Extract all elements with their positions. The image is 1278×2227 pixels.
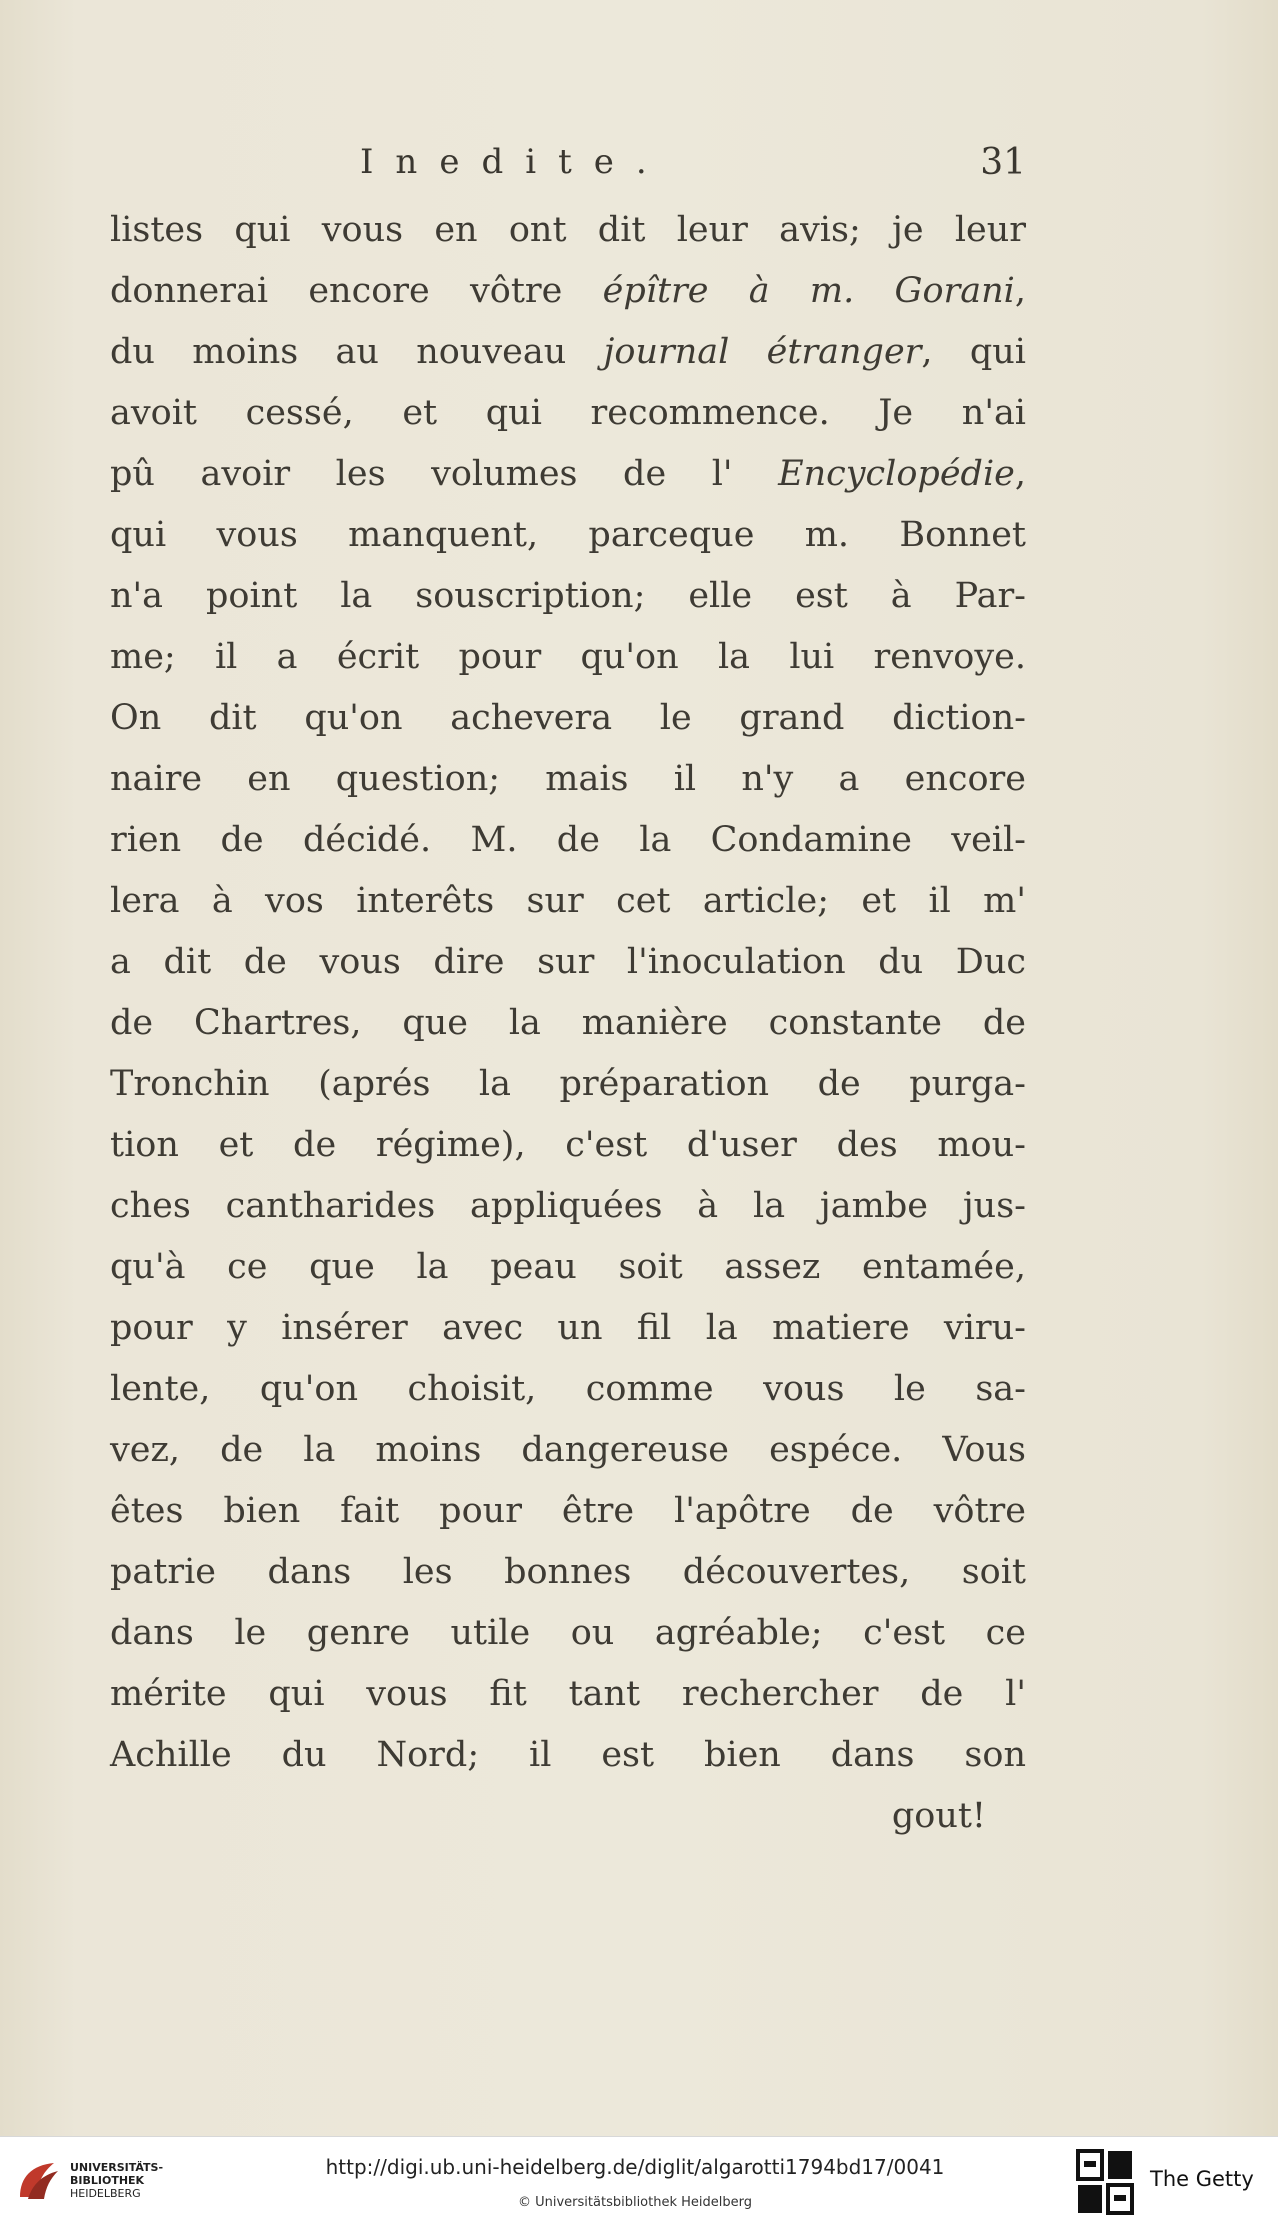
text-line	[110, 1054, 1026, 1115]
ub-heidelberg-logo-icon	[14, 2157, 62, 2205]
page-number: 31	[980, 142, 1026, 183]
getty-label: The Getty	[1150, 2167, 1254, 2191]
text-line	[110, 200, 1026, 261]
library-logo[interactable]	[14, 2151, 164, 2211]
text-segment: mérite qui vous fit tant rechercher de l'	[110, 1674, 1026, 1714]
text-line	[110, 1481, 1026, 1542]
text-segment: me; il a écrit pour qu'on la lui renvoye.	[110, 637, 1026, 677]
text-segment: On dit qu'on achevera le grand diction-	[110, 698, 1026, 738]
text-segment: dans le genre utile ou agréable; c'est ce	[110, 1613, 1026, 1653]
text-line	[110, 1298, 1026, 1359]
italic-title: journal étranger	[603, 332, 922, 372]
text-line	[110, 383, 1026, 444]
text-segment: patrie dans les bonnes découvertes, soit	[110, 1552, 1026, 1592]
text-line	[110, 1542, 1026, 1603]
text-segment: n'a point la souscription; elle est à Par-	[110, 576, 1026, 616]
text-line	[110, 1786, 1026, 1847]
text-line	[110, 1603, 1026, 1664]
text-segment: naire en question; mais il n'y a encore	[110, 759, 1026, 799]
text-line	[110, 871, 1026, 932]
text-segment: lente, qu'on choisit, comme vous le sa-	[110, 1369, 1026, 1409]
text-segment: qui vous manquent, parceque m. Bonnet	[110, 515, 1026, 555]
text-segment: gout!	[891, 1796, 986, 1836]
text-segment: ches cantharides appliquées à la jambe jus-	[110, 1186, 1026, 1226]
text-line	[110, 566, 1026, 627]
text-line	[110, 1664, 1026, 1725]
library-city: HEIDELBERG	[70, 2187, 141, 2200]
text-line	[110, 688, 1026, 749]
text-segment: vez, de la moins dangereuse espéce. Vous	[110, 1430, 1026, 1470]
text-segment: de Chartres, que la manière constante de	[110, 1003, 1026, 1043]
text-segment: ,	[1014, 271, 1026, 311]
library-name-line1: UNIVERSITÄTS-	[70, 2161, 164, 2174]
text-segment: Achille du Nord; il est bien dans son	[110, 1735, 1026, 1775]
text-line	[110, 749, 1026, 810]
text-segment: donnerai encore vôtre	[110, 271, 603, 311]
text-segment: pû avoir les volumes de l'	[110, 454, 779, 494]
text-segment: qu'à ce que la peau soit assez entamée,	[110, 1247, 1026, 1287]
text-line	[110, 505, 1026, 566]
running-title: Inedite.	[360, 142, 669, 182]
text-segment: pour y insérer avec un fil la matiere viru-	[110, 1308, 1026, 1348]
text-segment: , qui	[921, 332, 1026, 372]
text-line	[110, 1237, 1026, 1298]
getty-logo-icon[interactable]	[1076, 2149, 1134, 2215]
running-head	[110, 142, 1026, 192]
italic-title: Encyclopédie	[778, 454, 1015, 494]
text-line	[110, 1725, 1026, 1786]
text-line	[110, 1420, 1026, 1481]
text-line	[110, 444, 1026, 505]
library-name-line2: BIBLIOTHEK	[70, 2174, 145, 2187]
text-line	[110, 1115, 1026, 1176]
body-text	[110, 200, 1026, 1847]
text-segment: tion et de régime), c'est d'user des mou-	[110, 1125, 1026, 1165]
text-segment: êtes bien fait pour être l'apôtre de vôtre	[110, 1491, 1026, 1531]
text-line	[110, 993, 1026, 1054]
text-line	[110, 1176, 1026, 1237]
text-line	[110, 810, 1026, 871]
text-segment: du moins au nouveau	[110, 332, 604, 372]
text-segment: lera à vos interêts sur cet article; et il m'	[110, 881, 1026, 921]
text-line	[110, 932, 1026, 993]
library-name	[70, 2161, 163, 2200]
text-segment: listes qui vous en ont dit leur avis; je leur	[110, 210, 1026, 250]
text-segment: ,	[1014, 454, 1026, 494]
text-line	[110, 1359, 1026, 1420]
copyright-notice: © Universitätsbibliothek Heidelberg	[517, 2195, 752, 2210]
text-line	[110, 627, 1026, 688]
text-line	[110, 322, 1026, 383]
italic-title: épître à m. Gorani	[602, 271, 1015, 311]
text-segment: avoit cessé, et qui recommence. Je n'ai	[110, 393, 1026, 433]
text-segment: Tronchin (aprés la préparation de purga-	[110, 1064, 1026, 1104]
text-line	[110, 261, 1026, 322]
text-segment: rien de décidé. M. de la Condamine veil-	[110, 820, 1026, 860]
permalink-url[interactable]: http://digi.ub.uni-heidelberg.de/diglit/algarotti1794bd17/0041	[325, 2155, 945, 2179]
viewer-footer	[0, 2136, 1278, 2227]
text-segment: a dit de vous dire sur l'inoculation du Duc	[110, 942, 1026, 982]
